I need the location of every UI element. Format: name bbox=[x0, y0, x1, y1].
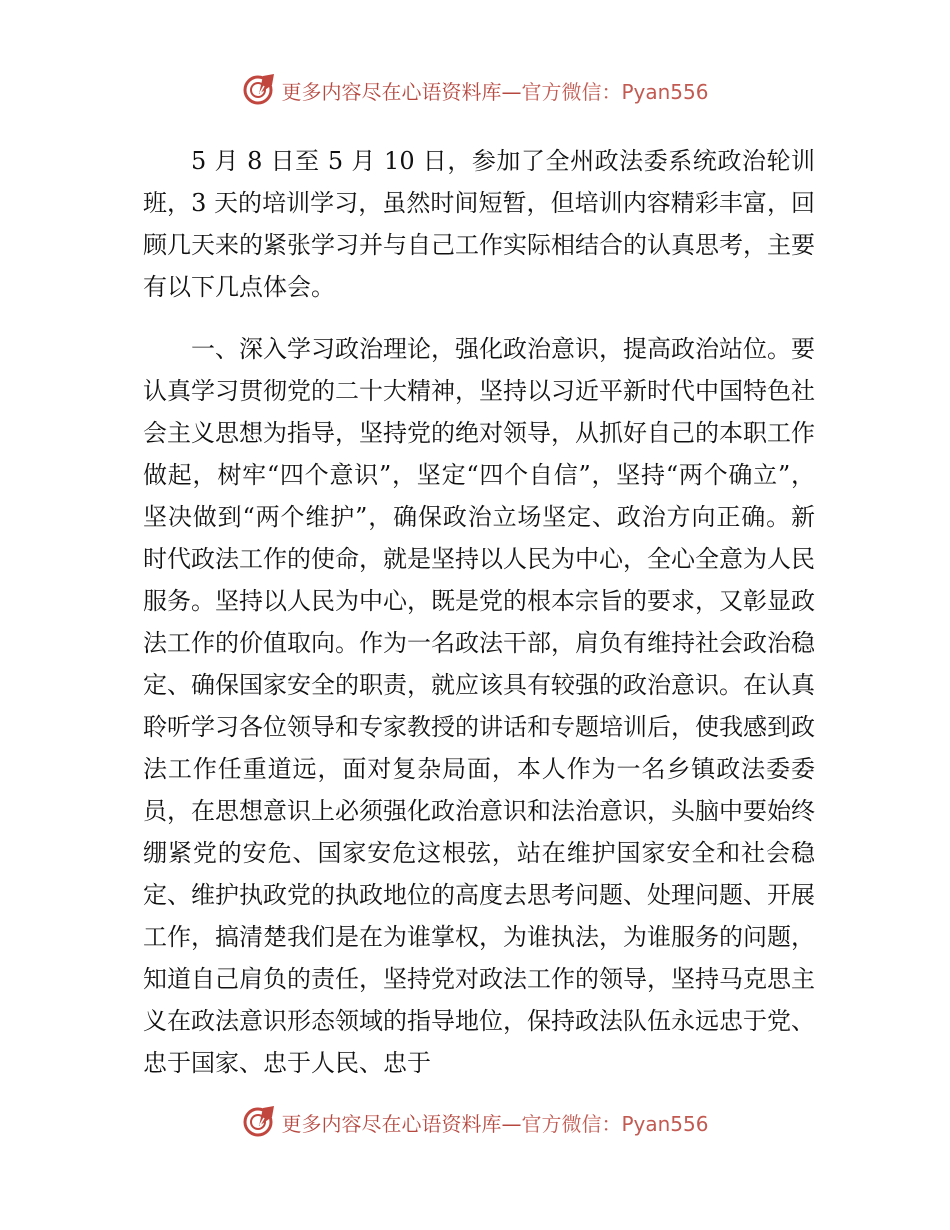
footer-banner bbox=[0, 1100, 950, 1144]
paragraph-section-one: 一、深入学习政治理论，强化政治意识，提高政治站位。要认真学习贯彻党的二十大精神，坚持以习近平新时代中国特色社会主义思想为指导，坚持党的绝对领导，从抓好自己的本职工作做起，树牢“四个意识”，坚定“四个自信”，坚持“两个确立”，坚决做到“两个维护”，确保政治立场坚定、政治方向正确。新时代政法工作的使命，就是坚持以人民为中心，全心全意为人民服务。坚持以人民为中心，既是党的根本宗旨的要求，又彰显政法工作的价值取向。作为一名政法干部，肩负有维持社会政治稳定、确保国家安全的职责，就应该具有较强的政治意识。在认真聆听学习各位领导和专家教授的讲话和专题培训后，使我感到政法工作任重道远，面对复杂局面，本人作为一名乡镇政法委委员，在思想意识上必须强化政治意识和法治意识，头脑中要始终绷紧党的安危、国家安危这根弦，站在维护国家安全和社会稳定、维护执政党的执政地位的高度去思考问题、处理问题、开展工作，搞清楚我们是在为谁掌权，为谁执法，为谁服务的问题，知道自己肩负的责任，坚持党对政法工作的领导，坚持马克思主义在政法意识形态领域的指导地位，保持政法队伍永远忠于党、忠于国家、忠于人民、忠于 bbox=[143, 335, 815, 1077]
footer-banner-text: 更多内容尽在心语资料库—官方微信：Pyan556 bbox=[281, 1111, 709, 1136]
pen-logo-icon bbox=[241, 1104, 277, 1140]
document-body bbox=[143, 140, 815, 1084]
pen-logo-icon bbox=[241, 72, 277, 108]
header-banner bbox=[0, 68, 950, 112]
header-banner-text: 更多内容尽在心语资料库—官方微信：Pyan556 bbox=[281, 79, 709, 104]
paragraph-intro: 5 月 8 日至 5 月 10 日，参加了全州政法委系统政治轮训班，3 天的培训学习，虽然时间短暂，但培训内容精彩丰富，回顾几天来的紧张学习并与自己工作实际相结合的认真思考，主要有以下几点体会。 bbox=[143, 147, 815, 301]
